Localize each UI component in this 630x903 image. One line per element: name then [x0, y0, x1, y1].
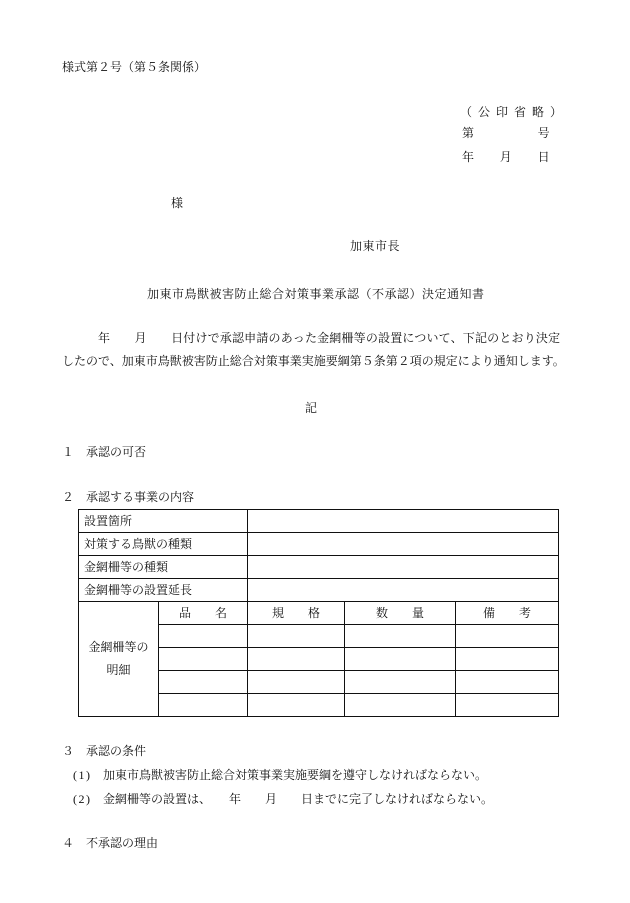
seal-omitted-note: （公印省略） [460, 105, 569, 119]
detail-cell [159, 648, 248, 671]
column-header-specification: 規 格 [248, 602, 345, 625]
detail-cell [345, 671, 456, 694]
document-number: 第 号 [462, 126, 551, 140]
section-title: 不承認の理由 [86, 836, 159, 850]
detail-cell [159, 694, 248, 717]
section-number: １ [62, 445, 75, 459]
table-row [79, 533, 559, 556]
detail-cell [456, 625, 559, 648]
detail-cell [159, 671, 248, 694]
column-header-remarks: 備 考 [456, 602, 559, 625]
body-text-line: したので、加東市鳥獣被害防止総合対策事業実施要綱第５条第２項の規定により通知します。 [62, 354, 565, 368]
section-title: 承認する事業の内容 [86, 490, 195, 504]
detail-cell [345, 694, 456, 717]
field-value-cell [248, 533, 559, 556]
issue-date: 年 月 日 [462, 150, 551, 164]
document-title: 加東市鳥獣被害防止総合対策事業承認（不承認）決定通知書 [147, 287, 485, 301]
condition-text: 加東市鳥獣被害防止総合対策事業実施要綱を遵守しなければならない。 [103, 768, 488, 782]
detail-cell [456, 648, 559, 671]
detail-cell [248, 694, 345, 717]
field-label: 対策する鳥獣の種類 [79, 533, 248, 556]
particulars-heading: 記 [305, 401, 318, 415]
table-row [79, 579, 559, 602]
column-header-item-name: 品 名 [159, 602, 248, 625]
detail-cell [345, 625, 456, 648]
condition-text: 金網柵等の設置は、 年 月 日までに完了しなければならない。 [103, 792, 494, 806]
condition-number: (2) [73, 792, 92, 806]
detail-cell [456, 671, 559, 694]
field-label: 金網柵等の設置延長 [79, 579, 248, 602]
field-value-cell [248, 556, 559, 579]
table-row [79, 510, 559, 533]
section-number: ２ [62, 490, 75, 504]
table-row [79, 556, 559, 579]
column-header-quantity: 数 量 [345, 602, 456, 625]
form-number: 様式第２号（第５条関係） [62, 60, 207, 74]
detail-cell [159, 625, 248, 648]
detail-label-cell [79, 602, 159, 717]
detail-label-line: 金網柵等の [88, 640, 149, 654]
field-label: 設置箇所 [79, 510, 248, 533]
detail-cell [456, 694, 559, 717]
field-label: 金網柵等の種類 [79, 556, 248, 579]
section-number: ３ [62, 744, 75, 758]
detail-cell [248, 625, 345, 648]
detail-cell [248, 648, 345, 671]
body-text-line: 年 月 日付けで承認申請のあった金網柵等の設置について、下記のとおり決定 [98, 331, 561, 345]
issuer-name: 加東市長 [350, 239, 401, 253]
section-number: ４ [62, 836, 75, 850]
detail-cell [248, 671, 345, 694]
detail-cell [345, 648, 456, 671]
section-title: 承認の条件 [86, 744, 147, 758]
detail-label-line: 明細 [106, 663, 131, 677]
field-value-cell [248, 579, 559, 602]
project-content-table [78, 509, 559, 717]
field-value-cell [248, 510, 559, 533]
addressee-honorific: 様 [171, 196, 184, 210]
detail-header-row [79, 602, 559, 625]
section-title: 承認の可否 [86, 445, 147, 459]
condition-number: (1) [73, 768, 92, 782]
